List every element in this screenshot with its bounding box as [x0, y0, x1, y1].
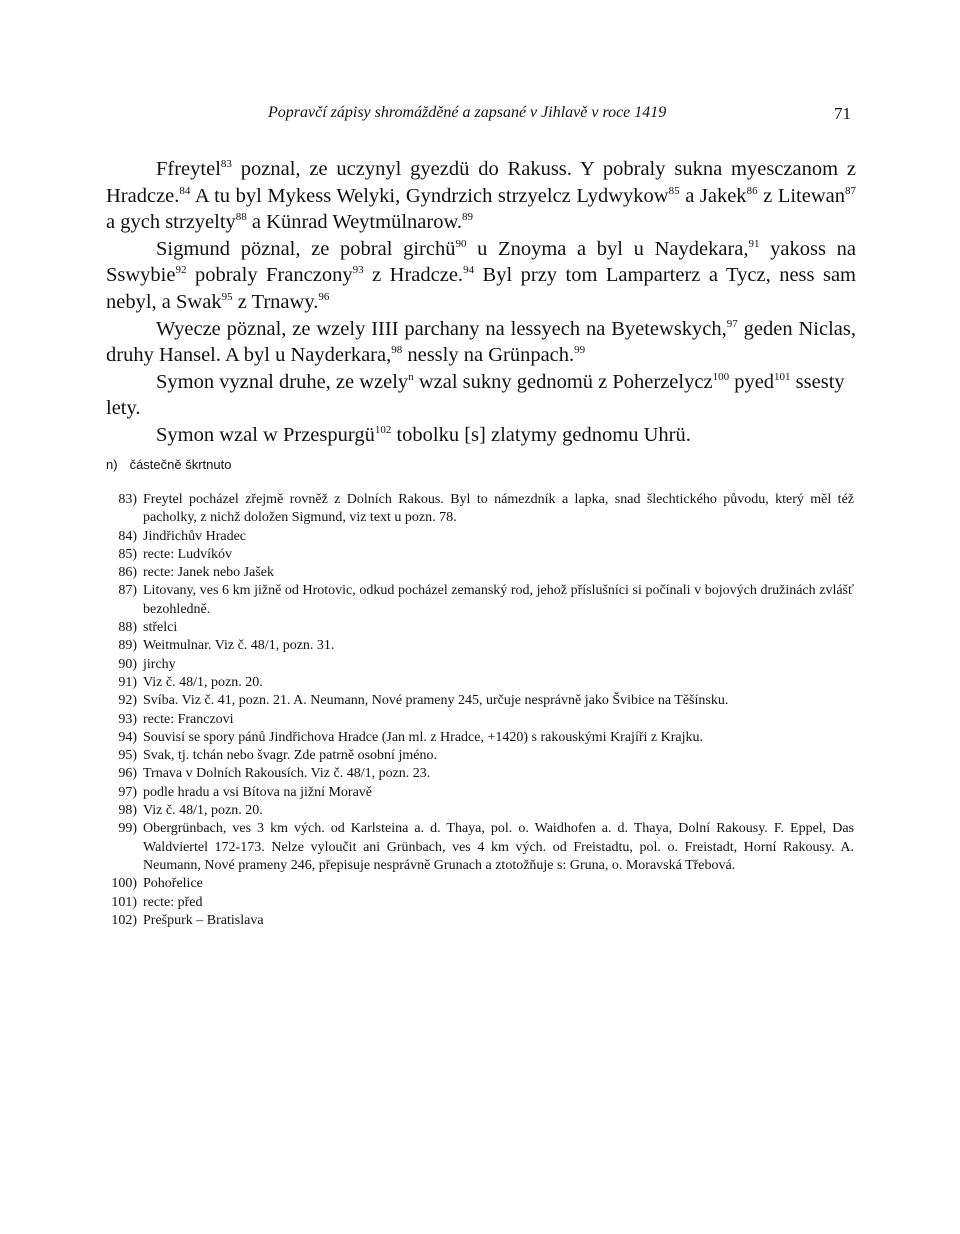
textual-note — [106, 457, 231, 472]
footnote-number: 86) — [118, 565, 137, 581]
text-run: a Jakek — [679, 184, 747, 207]
footnote — [106, 528, 854, 546]
footnote-ref: 84 — [179, 184, 191, 197]
footnote — [106, 765, 854, 783]
footnotes — [106, 491, 854, 930]
text-run: Sigmund pöznal, ze pobral girchü — [156, 237, 456, 260]
footnote-text: recte: Ludvíkóv — [143, 546, 233, 562]
text-run: A tu byl Mykess Welyki, Gyndrzich strzyelcz Lydwykow — [190, 184, 669, 207]
footnote-ref: 95 — [221, 290, 233, 303]
footnote-text: Trnava v Dolních Rakousích. Viz č. 48/1, pozn. 23. — [143, 766, 431, 782]
footnote-number: 90) — [118, 656, 137, 672]
text-run: Byl przy tom Lamparterz a Tycz, ness sam nebyl, a Swak — [106, 264, 856, 313]
text-run: z Litewan — [757, 184, 845, 207]
footnote-ref: 91 — [748, 237, 760, 250]
footnote — [106, 692, 854, 710]
footnote-ref: 85 — [668, 184, 680, 197]
footnote-text: podle hradu a vsi Bítova na jižní Moravě — [143, 784, 372, 800]
footnote-text: Viz č. 48/1, pozn. 20. — [143, 674, 263, 690]
text-run: nessly na Grünpach. — [402, 344, 575, 367]
text-run: ssesty — [790, 370, 845, 393]
footnote-text: Souvisí se spory pánů Jindřichova Hradce (Jan ml. z Hradce, +1420) s rakouskými Krajíři z Krajku. — [143, 729, 703, 745]
footnote — [106, 582, 854, 619]
footnote-ref: 86 — [746, 184, 758, 197]
footnote — [106, 729, 854, 747]
footnote-number: 102) — [111, 912, 137, 928]
text-run: z Hradcze. — [363, 264, 464, 287]
text-run: z Trnawy. — [232, 290, 319, 313]
footnote — [106, 875, 854, 893]
footnote-ref: 94 — [463, 264, 475, 277]
footnote — [106, 674, 854, 692]
footnote-number: 83) — [118, 492, 137, 507]
textnote-ref: n — [408, 370, 414, 383]
text-run: poznal, ze uczynyl gyezdü do Rakuss. Y pobraly sukna myesczanom z Hradcze. — [106, 158, 856, 207]
text-run: a Künrad Weytmülnarow. — [246, 211, 463, 234]
footnote-text: Obergrünbach, ves 3 km vých. od Karlsteina a. d. Thaya, pol. o. Waidhofen a. d. Thaya, Dolní Rakousy. F. Eppel, Das Waldviertel 172-173. Nelze vyloučit ani Grünbach, ves 4 km vých. od Freistadtu, pol. o. Freistadt, Horní Rakousy. A. Neumann, Nové prameny 246, přepisuje nesprávně Grunach a ztotožňuje s: Gruna, o. Moravská Třebová. — [143, 821, 854, 873]
footnote-text: Pohořelice — [143, 876, 203, 892]
footnote-number: 93) — [118, 711, 137, 727]
footnote-number: 97) — [118, 784, 137, 800]
footnote-text: Weitmulnar. Viz č. 48/1, pozn. 31. — [143, 638, 335, 654]
paragraph-symon-2 — [106, 422, 856, 449]
footnote-ref: 102 — [374, 423, 392, 436]
textnote-mark: n) — [106, 457, 118, 472]
footnote-ref: 97 — [726, 317, 738, 330]
textnote-text: částečně škrtnuto — [129, 457, 232, 472]
main-text — [106, 156, 856, 449]
text-run: u Znoyma a byl u Naydekara, — [466, 237, 749, 260]
footnote-ref: 89 — [462, 211, 474, 224]
footnote-number: 99) — [118, 821, 137, 837]
footnote-number: 94) — [118, 729, 137, 745]
footnote-text: Jindřichův Hradec — [143, 528, 247, 544]
text-run: a gych strzyelty — [106, 211, 236, 234]
text-run: yakoss na Sswybie — [106, 237, 856, 287]
text-run: pyed — [729, 370, 775, 393]
footnote-text: Svak, tj. tchán nebo švagr. Zde patrně osobní jméno. — [143, 748, 437, 764]
text-run: tobolku [s] zlatymy gednomu Uhrü. — [391, 423, 691, 446]
footnote — [106, 637, 854, 655]
text-run: pobraly Franczony — [186, 264, 353, 287]
paragraph-symon-1 — [106, 369, 856, 396]
footnote-number: 101) — [111, 894, 137, 910]
footnote — [106, 491, 854, 528]
footnote-text: Svíba. Viz č. 41, pozn. 21. A. Neumann, Nové prameny 245, určuje nesprávně jako Švibice na Těšínsku. — [143, 693, 729, 709]
footnote — [106, 656, 854, 674]
footnote-number: 96) — [118, 766, 137, 782]
footnote-ref: 92 — [175, 264, 187, 277]
footnote-number: 89) — [118, 638, 137, 654]
footnote-number: 95) — [118, 748, 137, 764]
footnote-ref: 96 — [318, 290, 330, 303]
footnote — [106, 564, 854, 582]
footnote-ref: 98 — [391, 344, 403, 357]
footnote-text: střelci — [143, 620, 178, 636]
text-run: Symon wzal w Przespurgü — [156, 423, 375, 446]
footnote-text: Litovany, ves 6 km jižně od Hrotovic, odkud pocházel zemanský rod, jehož příslušníci si počínali v bojových družinách zvlášť bezohledně. — [143, 583, 854, 617]
footnote — [106, 912, 854, 930]
footnote — [106, 894, 854, 912]
footnote-text: jirchy — [143, 656, 176, 672]
footnote — [106, 546, 854, 564]
footnote-ref: 83 — [220, 158, 232, 170]
paragraph-sigmund — [106, 236, 856, 316]
footnote-ref: 100 — [712, 370, 730, 383]
footnote-text: Viz č. 48/1, pozn. 20. — [143, 803, 263, 819]
running-title: Popravčí zápisy shromážděné a zapsané v Jihlavě v roce 1419 — [268, 104, 667, 121]
footnote — [106, 802, 854, 820]
paragraph-wyecze — [106, 316, 856, 369]
page-number: 71 — [834, 104, 851, 123]
footnote-number: 88) — [118, 620, 137, 636]
text-run: Symon vyznal druhe, ze wzely — [156, 370, 409, 393]
footnote-number: 87) — [118, 583, 137, 599]
footnote-number: 91) — [118, 674, 137, 690]
footnote-ref: 93 — [352, 264, 364, 277]
footnote-text: recte: před — [143, 894, 203, 910]
footnote-ref: 88 — [235, 211, 247, 224]
footnote-text: recte: Janek nebo Jašek — [143, 565, 274, 581]
text-run: wzal sukny gednomü z Poherzelycz — [413, 370, 713, 393]
text-run: geden Niclas, druhy Hansel. A byl u Nayderkara, — [106, 317, 856, 367]
text-run: lety. — [106, 397, 141, 420]
footnote-number: 98) — [118, 803, 137, 819]
footnote-ref: 90 — [455, 237, 467, 250]
paragraph-freytel — [106, 156, 856, 236]
footnote — [106, 784, 854, 802]
footnote — [106, 619, 854, 637]
footnote-number: 100) — [111, 876, 137, 892]
paragraph-symon-1-cont — [106, 395, 856, 422]
footnote-text: Prešpurk – Bratislava — [143, 912, 264, 928]
footnote-number: 85) — [118, 546, 137, 562]
footnote-text: recte: Franczovi — [143, 711, 234, 727]
text-run: Wyecze pöznal, ze wzely IIII parchany na lessyech na Byetewskych, — [156, 317, 727, 340]
footnote — [106, 747, 854, 765]
footnote-ref: 87 — [845, 184, 856, 197]
footnote-number: 84) — [118, 528, 137, 544]
footnote-ref: 101 — [774, 370, 791, 383]
footnote-text: Freytel pocházel zřejmě rovněž z Dolních Rakous. Byl to námezdník a lapka, snad šlechtického původu, který měl též pacholky, z nichž doložen Sigmund, viz text u pozn. 78. — [143, 492, 854, 526]
footnote — [106, 820, 854, 875]
footnote-ref: 99 — [574, 344, 586, 357]
footnote-number: 92) — [118, 693, 137, 709]
footnote — [106, 711, 854, 729]
text-run: Ffreytel — [156, 158, 221, 180]
